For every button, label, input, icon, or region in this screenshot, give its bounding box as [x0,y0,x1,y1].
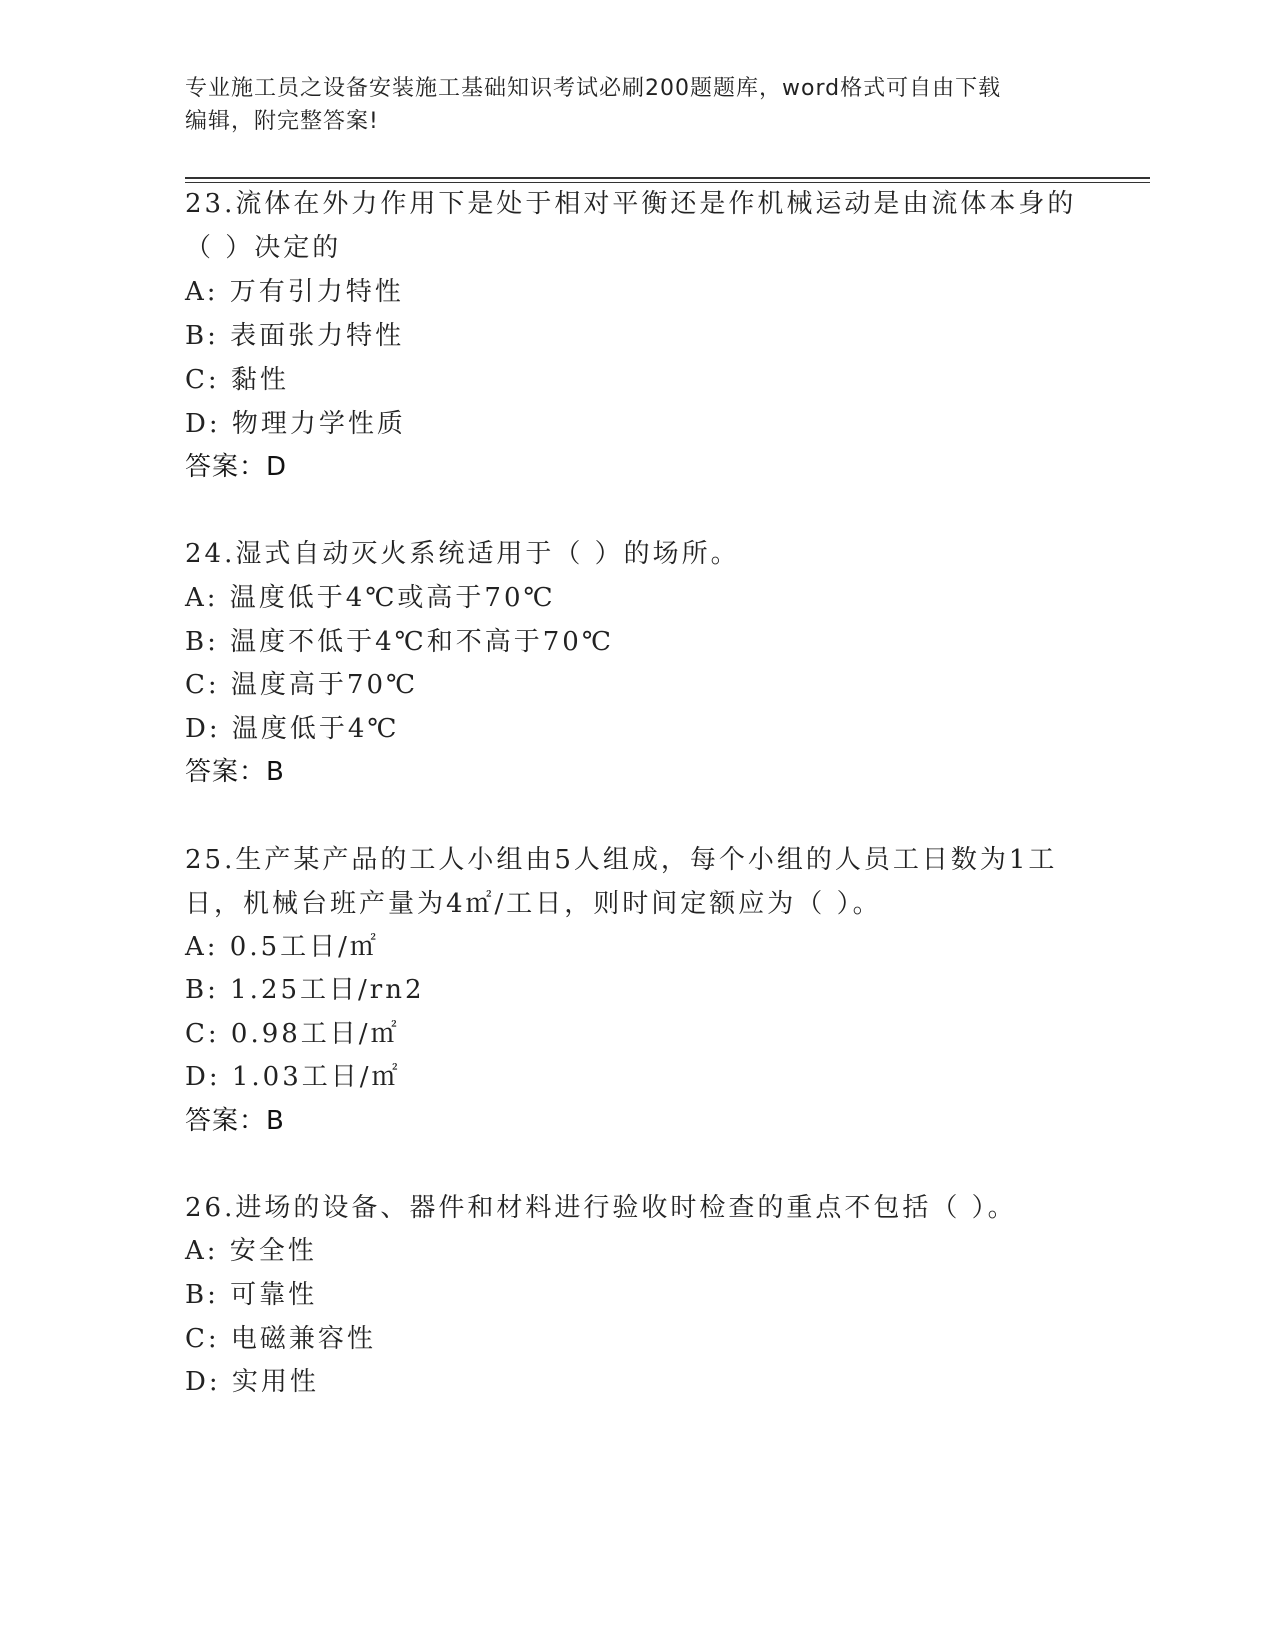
header-divider-thick [185,177,1150,179]
header-divider-thin [185,182,1150,183]
header-line-1: 专业施工员之设备安装施工基础知识考试必刷200题题库，word格式可自由下载 [185,76,1002,101]
question-23-option-d: D: 物理力学性质 [185,409,406,439]
question-24-option-d: D: 温度低于4℃ [185,714,400,744]
document-header [185,72,1065,138]
question-23-stem-line-2: （ ）决定的 [185,233,342,263]
question-24-option-b: B: 温度不低于4℃和不高于70℃ [185,627,614,657]
question-26-option-b: B: 可靠性 [185,1280,318,1310]
question-24-answer: 答案：B [185,757,285,787]
header-line-2: 编辑，附完整答案! [185,109,379,134]
question-26-option-a: A: 安全性 [185,1236,317,1266]
question-25-stem-line-2: 日，机械台班产量为4㎡/工日，则时间定额应为（ ）。 [185,889,882,919]
question-24-option-a: A: 温度低于4℃或高于70℃ [185,583,556,613]
question-23-stem-line-1: 23.流体在外力作用下是处于相对平衡还是作机械运动是由流体本身的 [185,189,1077,219]
question-25-answer: 答案：B [185,1106,285,1136]
question-26-stem-line-1: 26.进场的设备、器件和材料进行验收时检查的重点不包括（ ）。 [185,1193,1017,1223]
question-23-option-b: B: 表面张力特性 [185,321,405,351]
question-23-option-c: C: 黏性 [185,365,289,395]
question-25-option-c: C: 0.98工日/㎡ [185,1019,400,1049]
question-23-answer: 答案：D [185,452,288,482]
question-24-option-c: C: 温度高于70℃ [185,670,419,700]
question-25-stem-line-1: 25.生产某产品的工人小组由5人组成，每个小组的人员工日数为1工 [185,845,1058,875]
question-25-option-b: B: 1.25工日/rn2 [185,975,425,1005]
question-25-option-a: A: 0.5工日/㎡ [185,932,379,962]
question-25-option-d: D: 1.03工日/㎡ [185,1062,401,1092]
question-24-stem-line-1: 24.湿式自动灭火系统适用于（ ）的场所。 [185,539,740,569]
question-26-option-d: D: 实用性 [185,1367,319,1397]
question-26-option-c: C: 电磁兼容性 [185,1324,376,1354]
question-23-option-a: A: 万有引力特性 [185,277,404,307]
